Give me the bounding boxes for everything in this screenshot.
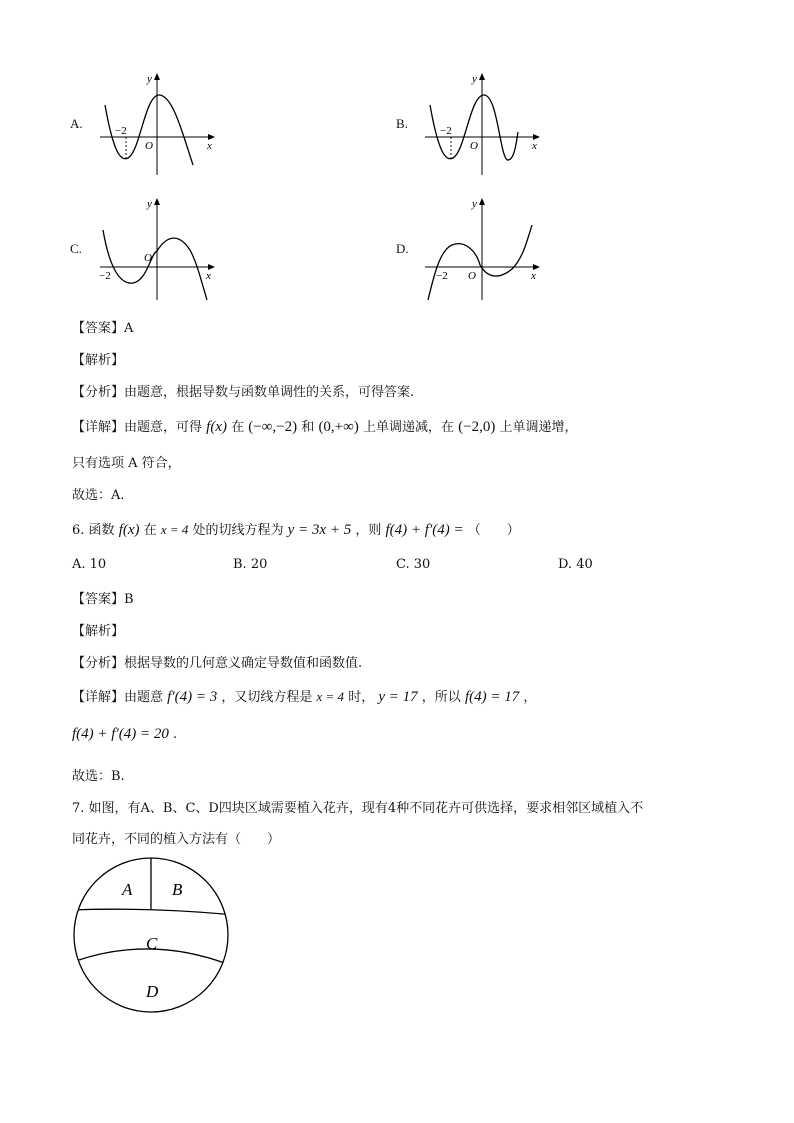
q6-expr: f(4) + f′(4) =: [385, 522, 464, 538]
q6-analysis-heading: 【解析】: [72, 624, 125, 639]
neg2-tick: −2: [440, 125, 452, 137]
q6-stem-paren: （ ）: [467, 523, 520, 538]
q5-detail: [72, 416, 578, 436]
q6-choose: 故选：B.: [72, 769, 125, 784]
q5-detail-dec: 上单调递减，在: [362, 420, 454, 435]
origin-label: O: [145, 140, 153, 152]
x-axis-label: x: [207, 140, 212, 152]
region-d-label: D: [146, 982, 159, 1001]
q5-detail-inc: 上单调递增，: [499, 420, 578, 435]
q6-choice-a: A. 10: [72, 557, 107, 572]
q5-choose: 故选：A.: [72, 488, 125, 503]
region-diagram: [70, 855, 235, 1015]
q6-stem-prefix: 6. 函数: [72, 523, 115, 538]
neg2-tick: −2: [99, 270, 111, 282]
q6-fprime: f′(4) = 3: [167, 689, 218, 705]
neg2-tick: −2: [436, 270, 448, 282]
origin-label: O: [468, 270, 476, 282]
q6-detail-mid: ，又切线方程是: [221, 690, 313, 705]
graph-option-b: [420, 70, 550, 180]
q6-stem-tangent: 处的切线方程为: [192, 523, 284, 538]
q6-detail-y: y = 17: [378, 689, 418, 705]
q5-analysis: 【分析】由题意，根据导数与函数单调性的关系，可得答案.: [72, 385, 415, 400]
graph-option-a: [95, 70, 225, 180]
neg2-tick: −2: [115, 125, 127, 137]
q6-detail-when: 时，: [348, 690, 375, 705]
q6-sum: f(4) + f′(4) = 20: [72, 726, 169, 742]
region-c-label: C: [146, 934, 158, 953]
q6-detail: [72, 686, 536, 706]
origin-label: O: [144, 252, 152, 264]
x-axis-label: x: [206, 270, 211, 282]
q5-answer: 【答案】A: [72, 321, 134, 336]
q6-stem-at: 在: [143, 523, 157, 538]
q6-choice-d: D. 40: [558, 557, 593, 572]
option-b-label: B.: [396, 116, 408, 131]
q5-fx: f(x): [206, 419, 227, 435]
q6-answer: 【答案】B: [72, 592, 134, 607]
y-axis-label: y: [147, 73, 152, 85]
q5-interval-2: (0,+∞): [318, 419, 359, 435]
q6-detail-so: ，所以: [421, 690, 461, 705]
x-axis-label: x: [532, 140, 537, 152]
y-axis-label: y: [472, 73, 477, 85]
q6-analysis: 【分析】根据导数的几何意义确定导数值和函数值.: [72, 656, 363, 671]
q6-sum-line: [72, 726, 177, 743]
q6-sum-dot: .: [172, 727, 178, 742]
q6-detail-prefix: 【详解】由题意: [72, 690, 164, 705]
q7-stem-line-2: 同花卉，不同的植入方法有（ ）: [72, 832, 281, 847]
q6-fx: f(x): [118, 522, 140, 538]
q5-detail-and: 和: [301, 420, 315, 435]
q6-stem: [72, 519, 520, 539]
q5-only: 只有选项 A 符合，: [72, 456, 181, 471]
q6-choice-b: B. 20: [233, 557, 268, 572]
q6-choice-c: C. 30: [396, 557, 431, 572]
q5-detail-in: 在: [231, 420, 245, 435]
q7-stem-line-1: 7. 如图，有A、B、C、D四块区域需要植入花卉，现有4种不同花卉可供选择，要求相邻区域植入不: [72, 801, 644, 816]
region-a-label: A: [122, 880, 133, 899]
x-axis-label: x: [531, 270, 536, 282]
q5-interval-1: (−∞,−2): [248, 419, 298, 435]
graph-option-c: [95, 195, 225, 305]
q5-detail-prefix: 【详解】由题意，可得: [72, 420, 203, 435]
origin-label: O: [470, 140, 478, 152]
q6-stem-then: ，则: [355, 523, 382, 538]
q6-detail-f4: f(4) = 17: [464, 689, 520, 705]
option-a-label: A.: [70, 116, 83, 131]
region-b-label: B: [172, 880, 183, 899]
q6-detail-comma: ，: [523, 690, 537, 705]
q6-x4: x = 4: [160, 522, 189, 537]
q6-detail-x4: x = 4: [316, 689, 345, 704]
q6-line: y = 3x + 5: [287, 522, 352, 538]
q5-analysis-heading: 【解析】: [72, 353, 125, 368]
q5-interval-3: (−2,0): [458, 419, 496, 435]
option-c-label: C.: [70, 241, 82, 256]
y-axis-label: y: [472, 198, 477, 210]
option-d-label: D.: [396, 241, 409, 256]
graph-option-d: [420, 195, 550, 305]
y-axis-label: y: [147, 198, 152, 210]
